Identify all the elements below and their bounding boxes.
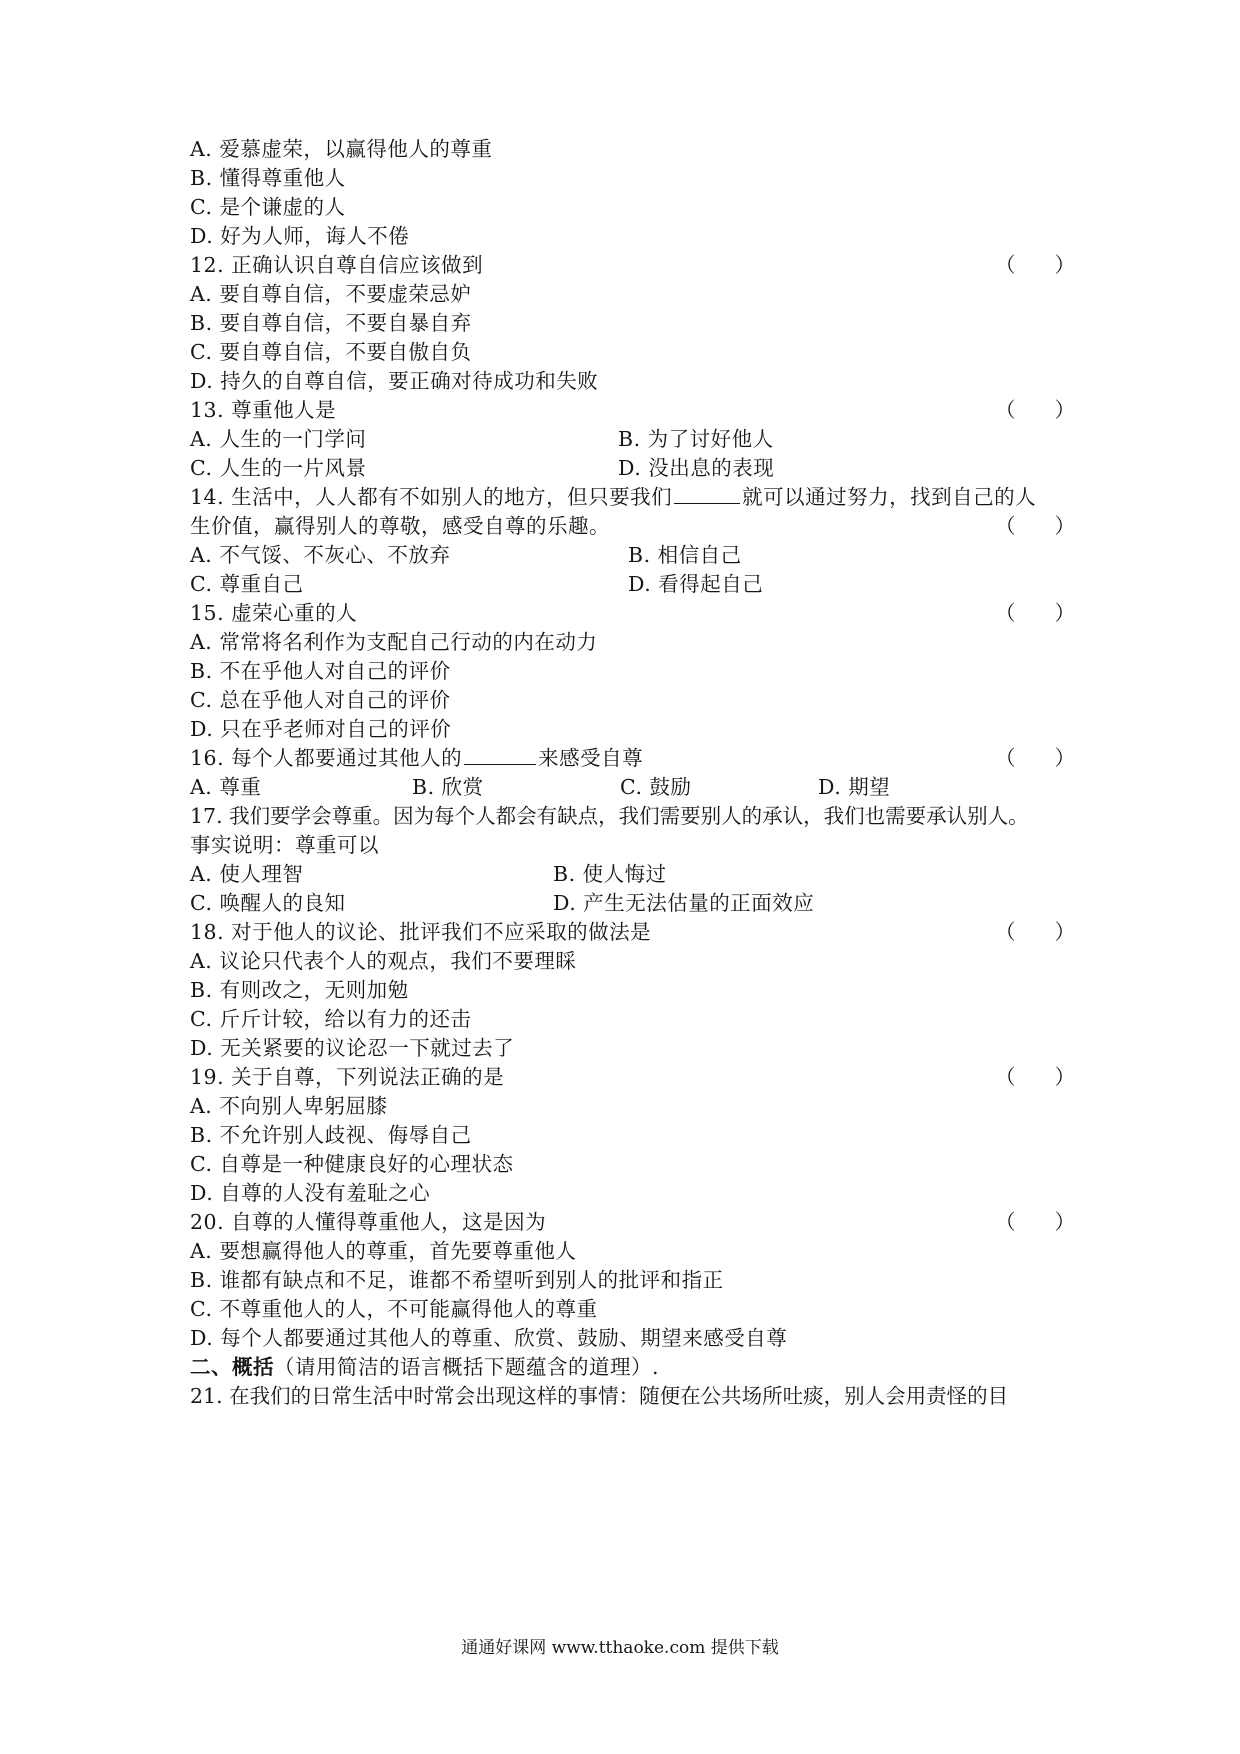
q17-option-c: C. 唤醒人的良知	[190, 891, 346, 915]
q12-option-b: B. 要自尊自信，不要自暴自弃	[190, 311, 472, 335]
q11-option-b: B. 懂得尊重他人	[190, 166, 346, 190]
q12-option-d: D. 持久的自尊自信，要正确对待成功和失败	[190, 369, 599, 393]
q20-option-a: A. 要想赢得他人的尊重，首先要尊重他人	[190, 1239, 577, 1263]
q13-stem: 13. 尊重他人是	[190, 398, 337, 422]
q16-fill-blank	[464, 744, 536, 765]
q12-option-c: C. 要自尊自信，不要自傲自负	[190, 340, 472, 364]
q12-stem: 12. 正确认识自尊自信应该做到	[190, 253, 484, 277]
q13-option-d: D. 没出息的表现	[618, 456, 775, 480]
q12-answer-blank: （ ）	[995, 253, 1076, 277]
q14-option-c: C. 尊重自己	[190, 572, 304, 596]
q19-option-b: B. 不允许别人歧视、侮辱自己	[190, 1123, 472, 1147]
q17-option-d: D. 产生无法估量的正面效应	[553, 891, 815, 915]
q19-answer-blank: （ ）	[995, 1065, 1076, 1089]
q13-option-b: B. 为了讨好他人	[618, 427, 774, 451]
q14-answer-blank: （ ）	[995, 514, 1076, 538]
q19-option-a: A. 不向别人卑躬屈膝	[190, 1094, 388, 1118]
q18-option-b: B. 有则改之，无则加勉	[190, 978, 409, 1002]
q11-option-a: A. 爱慕虚荣，以赢得他人的尊重	[190, 137, 493, 161]
q18-stem: 18. 对于他人的议论、批评我们不应采取的做法是	[190, 920, 652, 944]
q16-stem	[190, 743, 643, 773]
section-2-note: （请用简洁的语言概括下题蕴含的道理）.	[274, 1355, 660, 1379]
q18-answer-blank: （ ）	[995, 920, 1076, 944]
q16-option-d: D. 期望	[818, 775, 891, 799]
q20-answer-blank: （ ）	[995, 1210, 1076, 1234]
q17-stem-line2: 事实说明：尊重可以	[190, 833, 379, 857]
q15-option-a: A. 常常将名利作为支配自己行动的内在动力	[190, 630, 598, 654]
q14-stem-line2: 生价值，赢得别人的尊敬，感受自尊的乐趣。	[190, 514, 610, 538]
q14-option-a: A. 不气馁、不灰心、不放弃	[190, 543, 451, 567]
q17-stem: 17. 我们要学会尊重。因为每个人都会有缺点，我们需要别人的承认，我们也需要承认别人。	[190, 804, 1029, 828]
q17-option-b: B. 使人悔过	[553, 862, 667, 886]
q19-option-c: C. 自尊是一种健康良好的心理状态	[190, 1152, 514, 1176]
section-2-heading	[190, 1352, 659, 1382]
q18-option-c: C. 斤斤计较，给以有力的还击	[190, 1007, 472, 1031]
q16-answer-blank: （ ）	[995, 746, 1076, 770]
q15-option-c: C. 总在乎他人对自己的评价	[190, 688, 451, 712]
q20-option-c: C. 不尊重他人的人，不可能赢得他人的尊重	[190, 1297, 598, 1321]
q19-stem: 19. 关于自尊，下列说法正确的是	[190, 1065, 505, 1089]
q20-option-d: D. 每个人都要通过其他人的尊重、欣赏、鼓励、期望来感受自尊	[190, 1326, 788, 1350]
q16-stem-pre: 16. 每个人都要通过其他人的	[190, 746, 463, 770]
q15-stem: 15. 虚荣心重的人	[190, 601, 358, 625]
q13-option-a: A. 人生的一门学问	[190, 427, 367, 451]
q15-option-b: B. 不在乎他人对自己的评价	[190, 659, 451, 683]
q12-option-a: A. 要自尊自信，不要虚荣忌妒	[190, 282, 472, 306]
q18-option-d: D. 无关紧要的议论忍一下就过去了	[190, 1036, 515, 1060]
q19-option-d: D. 自尊的人没有羞耻之心	[190, 1181, 431, 1205]
q17-option-a: A. 使人理智	[190, 862, 304, 886]
q14-option-b: B. 相信自己	[628, 543, 742, 567]
q15-option-d: D. 只在乎老师对自己的评价	[190, 717, 452, 741]
q14-stem-pre: 14. 生活中，人人都有不如别人的地方，但只要我们	[190, 485, 673, 509]
q13-answer-blank: （ ）	[995, 398, 1076, 422]
q16-stem-post: 来感受自尊	[538, 746, 644, 770]
page-footer: 通通好课网 www.tthaoke.com 提供下载	[461, 1638, 779, 1658]
q15-answer-blank: （ ）	[995, 601, 1076, 625]
q14-stem	[190, 482, 1036, 512]
q16-option-a: A. 尊重	[190, 775, 262, 799]
q20-option-b: B. 谁都有缺点和不足，谁都不希望听到别人的批评和指正	[190, 1268, 724, 1292]
q16-option-c: C. 鼓励	[620, 775, 692, 799]
q11-option-d: D. 好为人师，诲人不倦	[190, 224, 410, 248]
q11-option-c: C. 是个谦虚的人	[190, 195, 346, 219]
q14-fill-blank	[674, 483, 740, 504]
q14-stem-post: 就可以通过努力，找到自己的人	[742, 485, 1037, 509]
q13-option-c: C. 人生的一片风景	[190, 456, 367, 480]
q16-option-b: B. 欣赏	[412, 775, 484, 799]
q20-stem: 20. 自尊的人懂得尊重他人，这是因为	[190, 1210, 547, 1234]
q14-option-d: D. 看得起自己	[628, 572, 764, 596]
q18-option-a: A. 议论只代表个人的观点，我们不要理睬	[190, 949, 577, 973]
q21-stem: 21. 在我们的日常生活中时常会出现这样的事情：随便在公共场所吐痰，别人会用责怪的目	[190, 1384, 1009, 1408]
section-2-title: 二、概括	[190, 1355, 274, 1379]
